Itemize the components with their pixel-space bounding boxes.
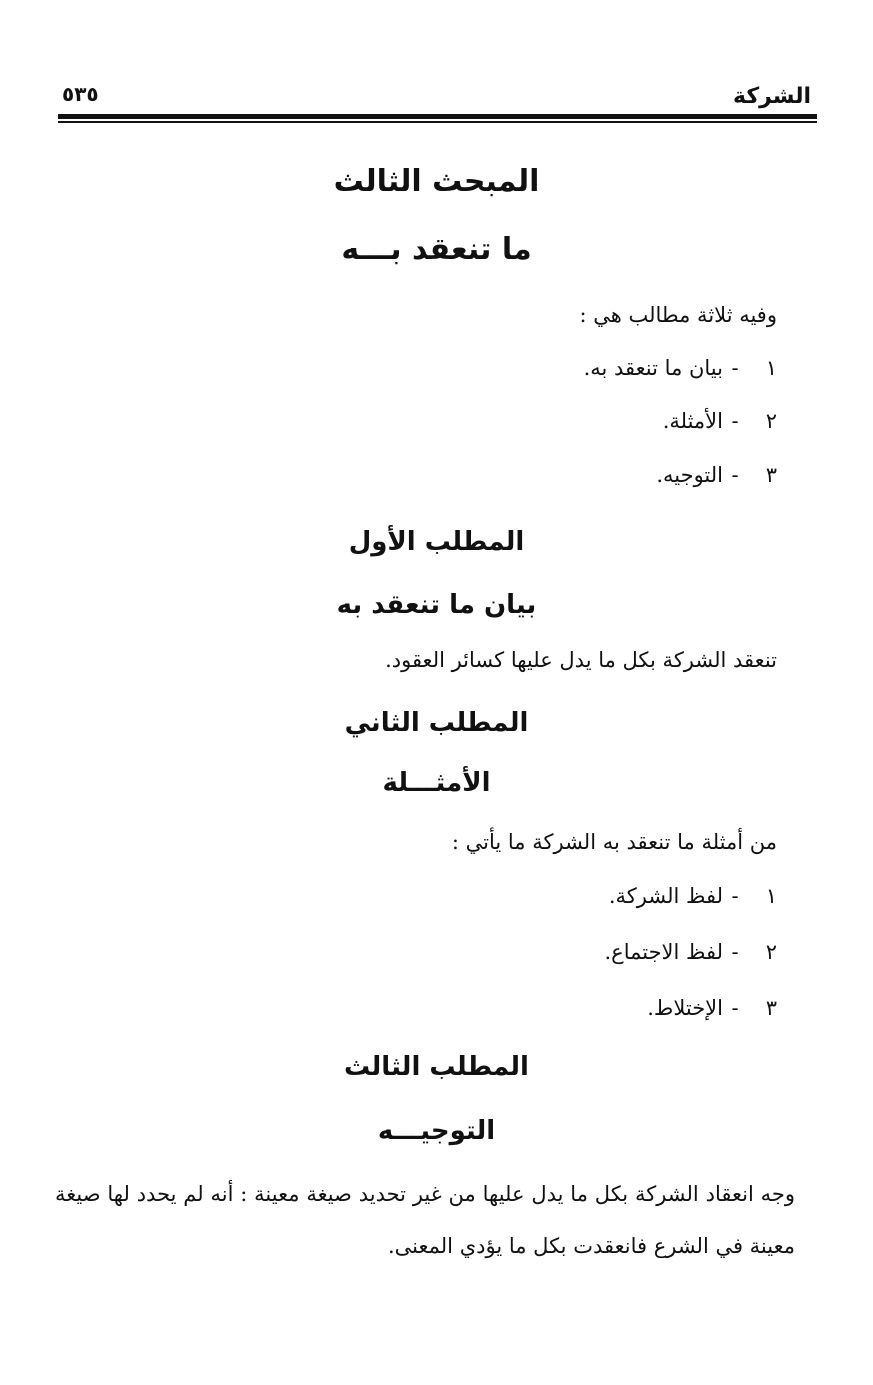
running-header-title: الشركة <box>732 84 811 109</box>
example-item <box>604 940 777 964</box>
part2-title: المطلب الثاني <box>344 708 529 738</box>
part2-intro: من أمثلة ما تنعقد به الشركة ما يأتي : <box>451 830 777 854</box>
example-item <box>609 884 777 908</box>
list-dash: - <box>731 996 739 1020</box>
list-dash: - <box>731 409 739 433</box>
outline-item <box>663 409 777 433</box>
header-rule-thick <box>58 114 817 119</box>
list-dash: - <box>731 884 739 908</box>
part1-subtitle: بيان ما تنعقد به <box>336 590 537 620</box>
part2-subtitle: الأمثـــلة <box>382 768 491 798</box>
part1-body: تنعقد الشركة بكل ما يدل عليها كسائر العقود. <box>385 648 777 672</box>
list-text: لفظ الشركة. <box>608 884 723 908</box>
list-number: ٢ <box>765 940 777 964</box>
section-subtitle: ما تنعقد بـــه <box>341 232 532 267</box>
list-text: بيان ما تنعقد به. <box>583 356 723 380</box>
outline-item <box>656 463 777 487</box>
list-number: ١ <box>765 884 777 908</box>
example-item <box>647 996 777 1020</box>
section-title: المبحث الثالث <box>333 164 540 199</box>
list-dash: - <box>731 940 739 964</box>
list-number: ٢ <box>765 409 777 433</box>
section-intro: وفيه ثلاثة مطالب هي : <box>579 303 777 327</box>
part3-title: المطلب الثالث <box>344 1052 529 1082</box>
list-number: ١ <box>765 356 777 380</box>
header-rule-thin <box>58 121 817 123</box>
list-number: ٣ <box>765 996 777 1020</box>
list-number: ٣ <box>765 463 777 487</box>
list-text: لفظ الاجتماع. <box>604 940 723 964</box>
part3-subtitle: التوجيـــه <box>377 1116 496 1146</box>
part1-title: المطلب الأول <box>348 527 525 557</box>
outline-item <box>584 356 777 380</box>
part3-body: وجه انعقاد الشركة بكل ما يدل عليها من غير تحديد صيغة معينة : أنه لم يحدد لها صيغة معينة في الشرع فانعقدت بكل ما يؤدي المعنى. <box>55 1182 795 1258</box>
list-dash: - <box>731 463 739 487</box>
list-text: الإختلاط. <box>647 996 723 1020</box>
list-dash: - <box>731 356 739 380</box>
list-text: الأمثلة. <box>662 409 723 433</box>
page-number: ٥٣٥ <box>62 82 99 106</box>
list-text: التوجيه. <box>656 463 723 487</box>
